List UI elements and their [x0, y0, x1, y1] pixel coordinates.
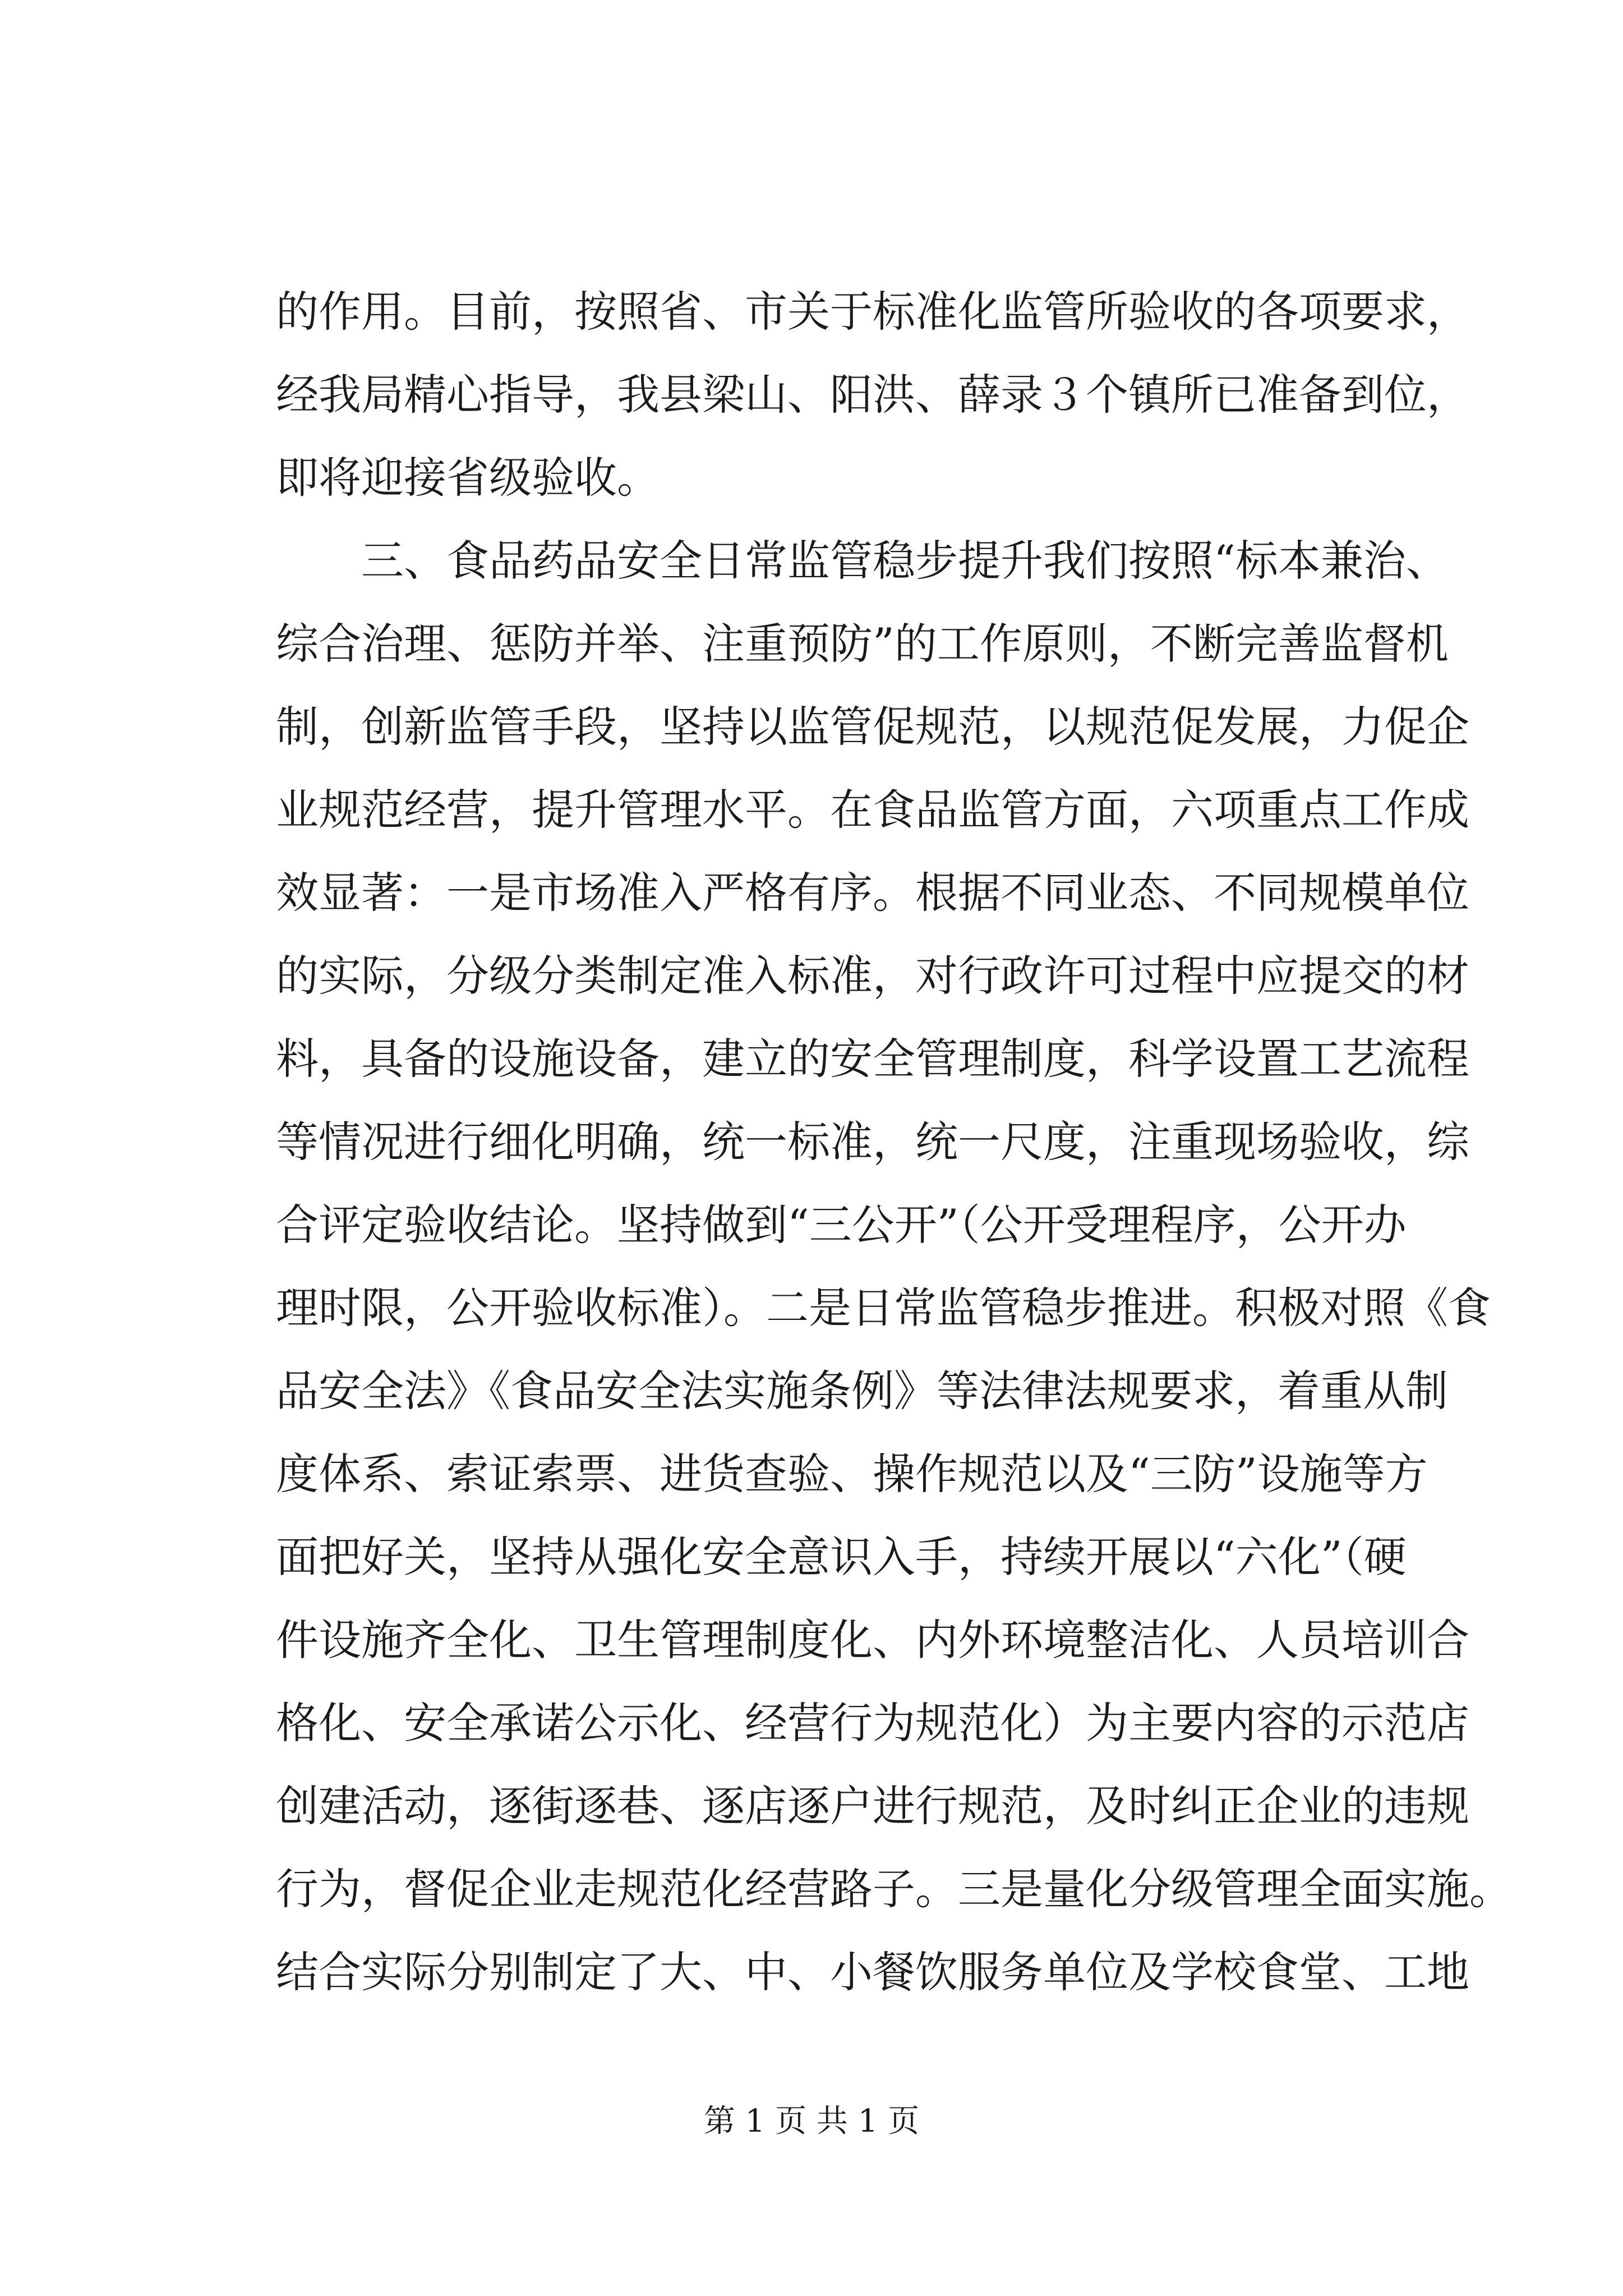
page-number-label: 第 1 页 共 1 页	[703, 2103, 920, 2139]
text-line: 即将迎接省级验收。	[276, 453, 660, 503]
text-line: 料，具备的设施设备，建立的安全管理制度，科学设置工艺流程	[276, 1034, 1469, 1084]
text-line: 三、食品药品安全日常监管稳步提升我们按照“标本兼治、	[276, 536, 1449, 586]
text-line: 面把好关，坚持从强化安全意识入手，持续开展以“六化”（硬	[276, 1532, 1407, 1582]
text-line: 结合实际分别制定了大、中、小餐饮服务单位及学校食堂、工地	[276, 1947, 1469, 1997]
text-line: 等情况进行细化明确，统一标准，统一尺度，注重现场验收，综	[276, 1117, 1469, 1167]
page-footer	[0, 2099, 1623, 2144]
text-line: 制，创新监管手段，坚持以监管促规范，以规范促发展，力促企	[276, 702, 1469, 752]
text-line: 综合治理、惩防并举、注重预防”的工作原则，不断完善监督机	[276, 619, 1449, 669]
document-body	[276, 270, 1512, 2014]
text-line: 的作用。目前，按照省、市关于标准化监管所验收的各项要求，	[276, 287, 1469, 337]
text-line: 品安全法》《食品安全法实施条例》等法律法规要求，着重从制	[276, 1366, 1448, 1416]
text-line: 合评定验收结论。坚持做到“三公开”（公开受理程序，公开办	[276, 1200, 1407, 1250]
text-line: 度体系、索证索票、进货查验、操作规范以及“三防”设施等方	[276, 1449, 1428, 1499]
text-line: 件设施齐全化、卫生管理制度化、内外环境整洁化、人员培训合	[276, 1615, 1469, 1665]
text-line: 经我局精心指导，我县梁山、阳洪、薛录３个镇所已准备到位，	[276, 370, 1469, 420]
text-line: 创建活动，逐街逐巷、逐店逐户进行规范，及时纠正企业的违规	[276, 1781, 1469, 1831]
text-line: 理时限，公开验收标准）。二是日常监管稳步推进。积极对照《食	[276, 1283, 1491, 1333]
text-line: 行为，督促企业走规范化经营路子。三是量化分级管理全面实施。	[276, 1864, 1512, 1914]
text-line: 格化、安全承诺公示化、经营行为规范化）为主要内容的示范店	[276, 1698, 1469, 1748]
text-line: 业规范经营，提升管理水平。在食品监管方面，六项重点工作成	[276, 785, 1469, 835]
text-line: 的实际，分级分类制定准入标准，对行政许可过程中应提交的材	[276, 951, 1469, 1001]
text-line: 效显著：一是市场准入严格有序。根据不同业态、不同规模单位	[276, 868, 1469, 918]
